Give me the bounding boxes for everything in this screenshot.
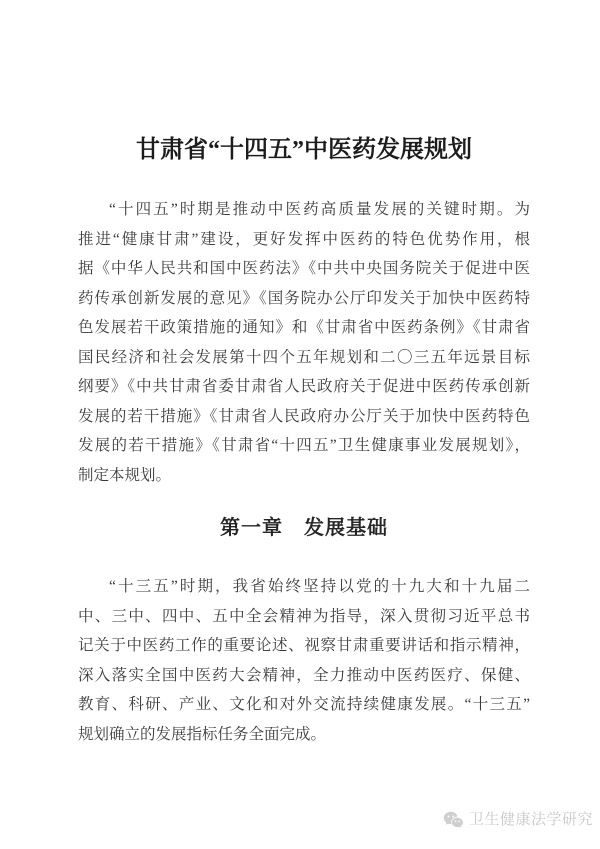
paragraph-line: “十四五”时期是推动中医药高质量发展的关键时期。为 (109, 201, 530, 218)
paragraph-line: 中、三中、四中、五中全会精神为指导，深入贯彻习近平总书 (78, 607, 530, 625)
paragraph-line: 推进“健康甘肃”建设，更好发挥中医药的特色优势作用，根 (78, 230, 530, 248)
chapter-paragraph (78, 572, 530, 749)
chapter-heading: 第一章 发展基础 (220, 517, 388, 539)
watermark-text: 卫生健康法学研究 (468, 811, 593, 828)
paragraph-line: 纲要》《中共甘肃省委甘肃省人民政府关于促进中医药传承创新 (78, 378, 530, 395)
paragraph-line: 记关于中医药工作的重要论述、视察甘肃重要讲话和指示精神， (78, 637, 530, 654)
intro-paragraph (78, 195, 530, 490)
paragraph-line: “十三五”时期，我省始终坚持以党的十九大和十九届二 (109, 578, 530, 595)
document-title: 甘肃省“十四五”中医药发展规划 (136, 137, 472, 163)
paragraph-line: 深入落实全国中医药大会精神，全力推动中医药医疗、保健、 (78, 666, 530, 684)
paragraph-line: 色发展若干政策措施的通知》和《甘肃省中医药条例》《甘肃省 (78, 319, 530, 336)
paragraph-line: 教育、科研、产业、文化和对外交流持续健康发展。“十三五” (78, 696, 530, 713)
paragraph-line: 据《中华人民共和国中医药法》《中共中央国务院关于促进中医 (78, 260, 530, 277)
paragraph-line: 药传承创新发展的意见》《国务院办公厅印发关于加快中医药特 (78, 289, 530, 307)
watermark (443, 810, 593, 830)
paragraph-line: 规划确立的发展指标任务全面完成。 (78, 725, 327, 743)
paragraph-line: 国民经济和社会发展第十四个五年规划和二〇三五年远景目标 (78, 348, 530, 366)
paragraph-line: 发展的若干措施》《甘肃省人民政府办公厅关于加快中医药特色 (78, 407, 530, 425)
paragraph-line: 发展的若干措施》《甘肃省“十四五”卫生健康事业发展规划》， (78, 437, 530, 454)
paragraph-line: 制定本规划。 (78, 466, 172, 484)
wechat-logo-icon (443, 811, 464, 829)
